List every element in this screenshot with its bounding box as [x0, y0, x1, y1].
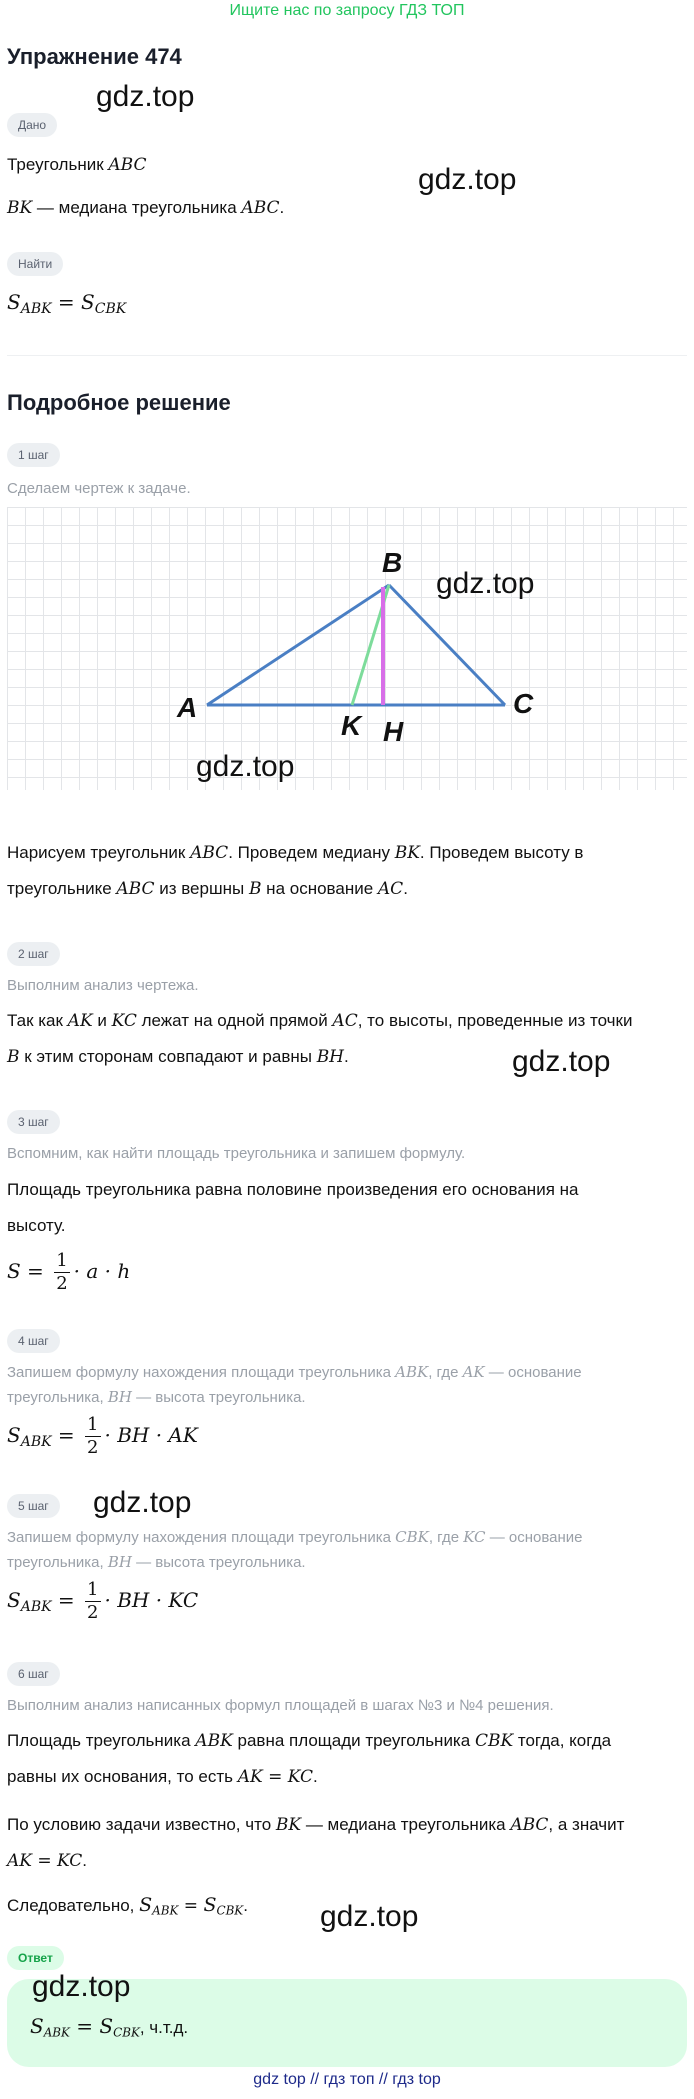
watermark: gdz.top — [196, 750, 295, 783]
step-1-text-line-1: Нарисуем треугольник ABC. Проведем медиану BK. Проведем высоту в — [7, 843, 584, 863]
watermark: gdz.top — [32, 1970, 131, 2003]
side-bc — [389, 585, 505, 705]
step-6-text-line-2: равны их основания, то есть AK = KC. — [7, 1767, 318, 1787]
step-6-text-line-1: Площадь треугольника ABK равна площади треугольника CBK тогда, когда — [7, 1731, 612, 1751]
step-4-chip: 4 шаг — [7, 1329, 60, 1353]
section-divider — [7, 355, 687, 356]
label-b: B — [382, 547, 403, 578]
step-1-chip: 1 шаг — [7, 443, 60, 467]
step-2-text-line-2: B к этим сторонам совпадают и равны BH. — [7, 1047, 349, 1067]
step-5-hint-line-1: Запишем формулу нахождения площади треугольника CBK, где KC — основание — [7, 1528, 583, 1546]
step-3-text-line-1: Площадь треугольника равна половине произведения его основания на — [7, 1180, 579, 1199]
step-2-hint: Выполним анализ чертежа. — [7, 977, 199, 994]
watermark: gdz.top — [96, 80, 195, 113]
step-2-text-line-1: Так как AK и KC лежат на одной прямой AC, то высоты, проведенные из точки — [7, 1011, 633, 1031]
side-ab — [207, 585, 389, 705]
watermark: gdz.top — [512, 1045, 611, 1078]
step-4-hint-line-2: треугольника, BH — высота треугольника. — [7, 1388, 306, 1406]
given-line-1: Треугольник ABC — [7, 155, 147, 175]
given-chip: Дано — [7, 113, 57, 137]
step-5-chip: 5 шаг — [7, 1494, 60, 1518]
step-4-hint-line-1: Запишем формулу нахождения площади треугольника ABK, где AK — основание — [7, 1363, 582, 1381]
step-3-chip: 3 шаг — [7, 1110, 60, 1134]
step-6-text-line-4: AK = KC. — [7, 1851, 88, 1871]
answer-text: $S_{ABK} = S_{CBK}$, ч.т.д. — [30, 2014, 189, 2040]
step-5-formula: $S_{ABK}$ = $\frac{1}{2}$ · BH · KC — [7, 1579, 199, 1623]
step-2-chip: 2 шаг — [7, 942, 60, 966]
footer-links[interactable]: gdz top // гдз топ // гдз top — [253, 2071, 441, 2088]
label-k: K — [341, 710, 362, 741]
area-formula: S = $\frac{1}{2}$ · a · h — [7, 1250, 131, 1294]
watermark: gdz.top — [320, 1900, 419, 1933]
step-6-hint: Выполним анализ написанных формул площадей в шагах №3 и №4 решения. — [7, 1697, 554, 1714]
find-formula: $S_{ABK} = S_{CBK}$ — [7, 290, 127, 318]
watermark: gdz.top — [436, 567, 535, 600]
label-a: A — [177, 692, 198, 723]
step-6-chip: 6 шаг — [7, 1662, 60, 1686]
step-1-text-line-2: треугольнике ABC из вершны B на основание AC. — [7, 879, 408, 899]
step-5-hint-line-2: треугольника, BH — высота треугольника. — [7, 1553, 306, 1571]
watermark: gdz.top — [93, 1486, 192, 1519]
answer-chip: Ответ — [7, 1946, 64, 1970]
page-title: Упражнение 474 — [7, 44, 182, 69]
find-chip: Найти — [7, 252, 63, 276]
label-h: H — [383, 716, 404, 747]
step-1-hint: Сделаем чертеж к задаче. — [7, 480, 191, 497]
solution-title: Подробное решение — [7, 390, 231, 415]
step-6-text-line-3: По условию задачи известно, что BK — медиана треугольника ABC, а значит — [7, 1815, 625, 1835]
step-6-conclusion: Следовательно, $S_{ABK} = S_{CBK}$. — [7, 1894, 248, 1918]
triangle-drawing — [7, 507, 687, 790]
given-line-2: BK — медиана треугольника ABC. — [7, 198, 285, 218]
step-4-formula: $S_{ABK}$ = $\frac{1}{2}$ · BH · AK — [7, 1414, 198, 1458]
step-3-text-line-2: высоту. — [7, 1216, 66, 1235]
label-c: C — [513, 688, 534, 719]
step-3-hint: Вспомним, как найти площадь треугольника и запишем формулу. — [7, 1145, 466, 1162]
watermark: gdz.top — [418, 163, 517, 196]
search-banner[interactable]: Ищите нас по запросу ГДЗ ТОП — [229, 2, 465, 19]
